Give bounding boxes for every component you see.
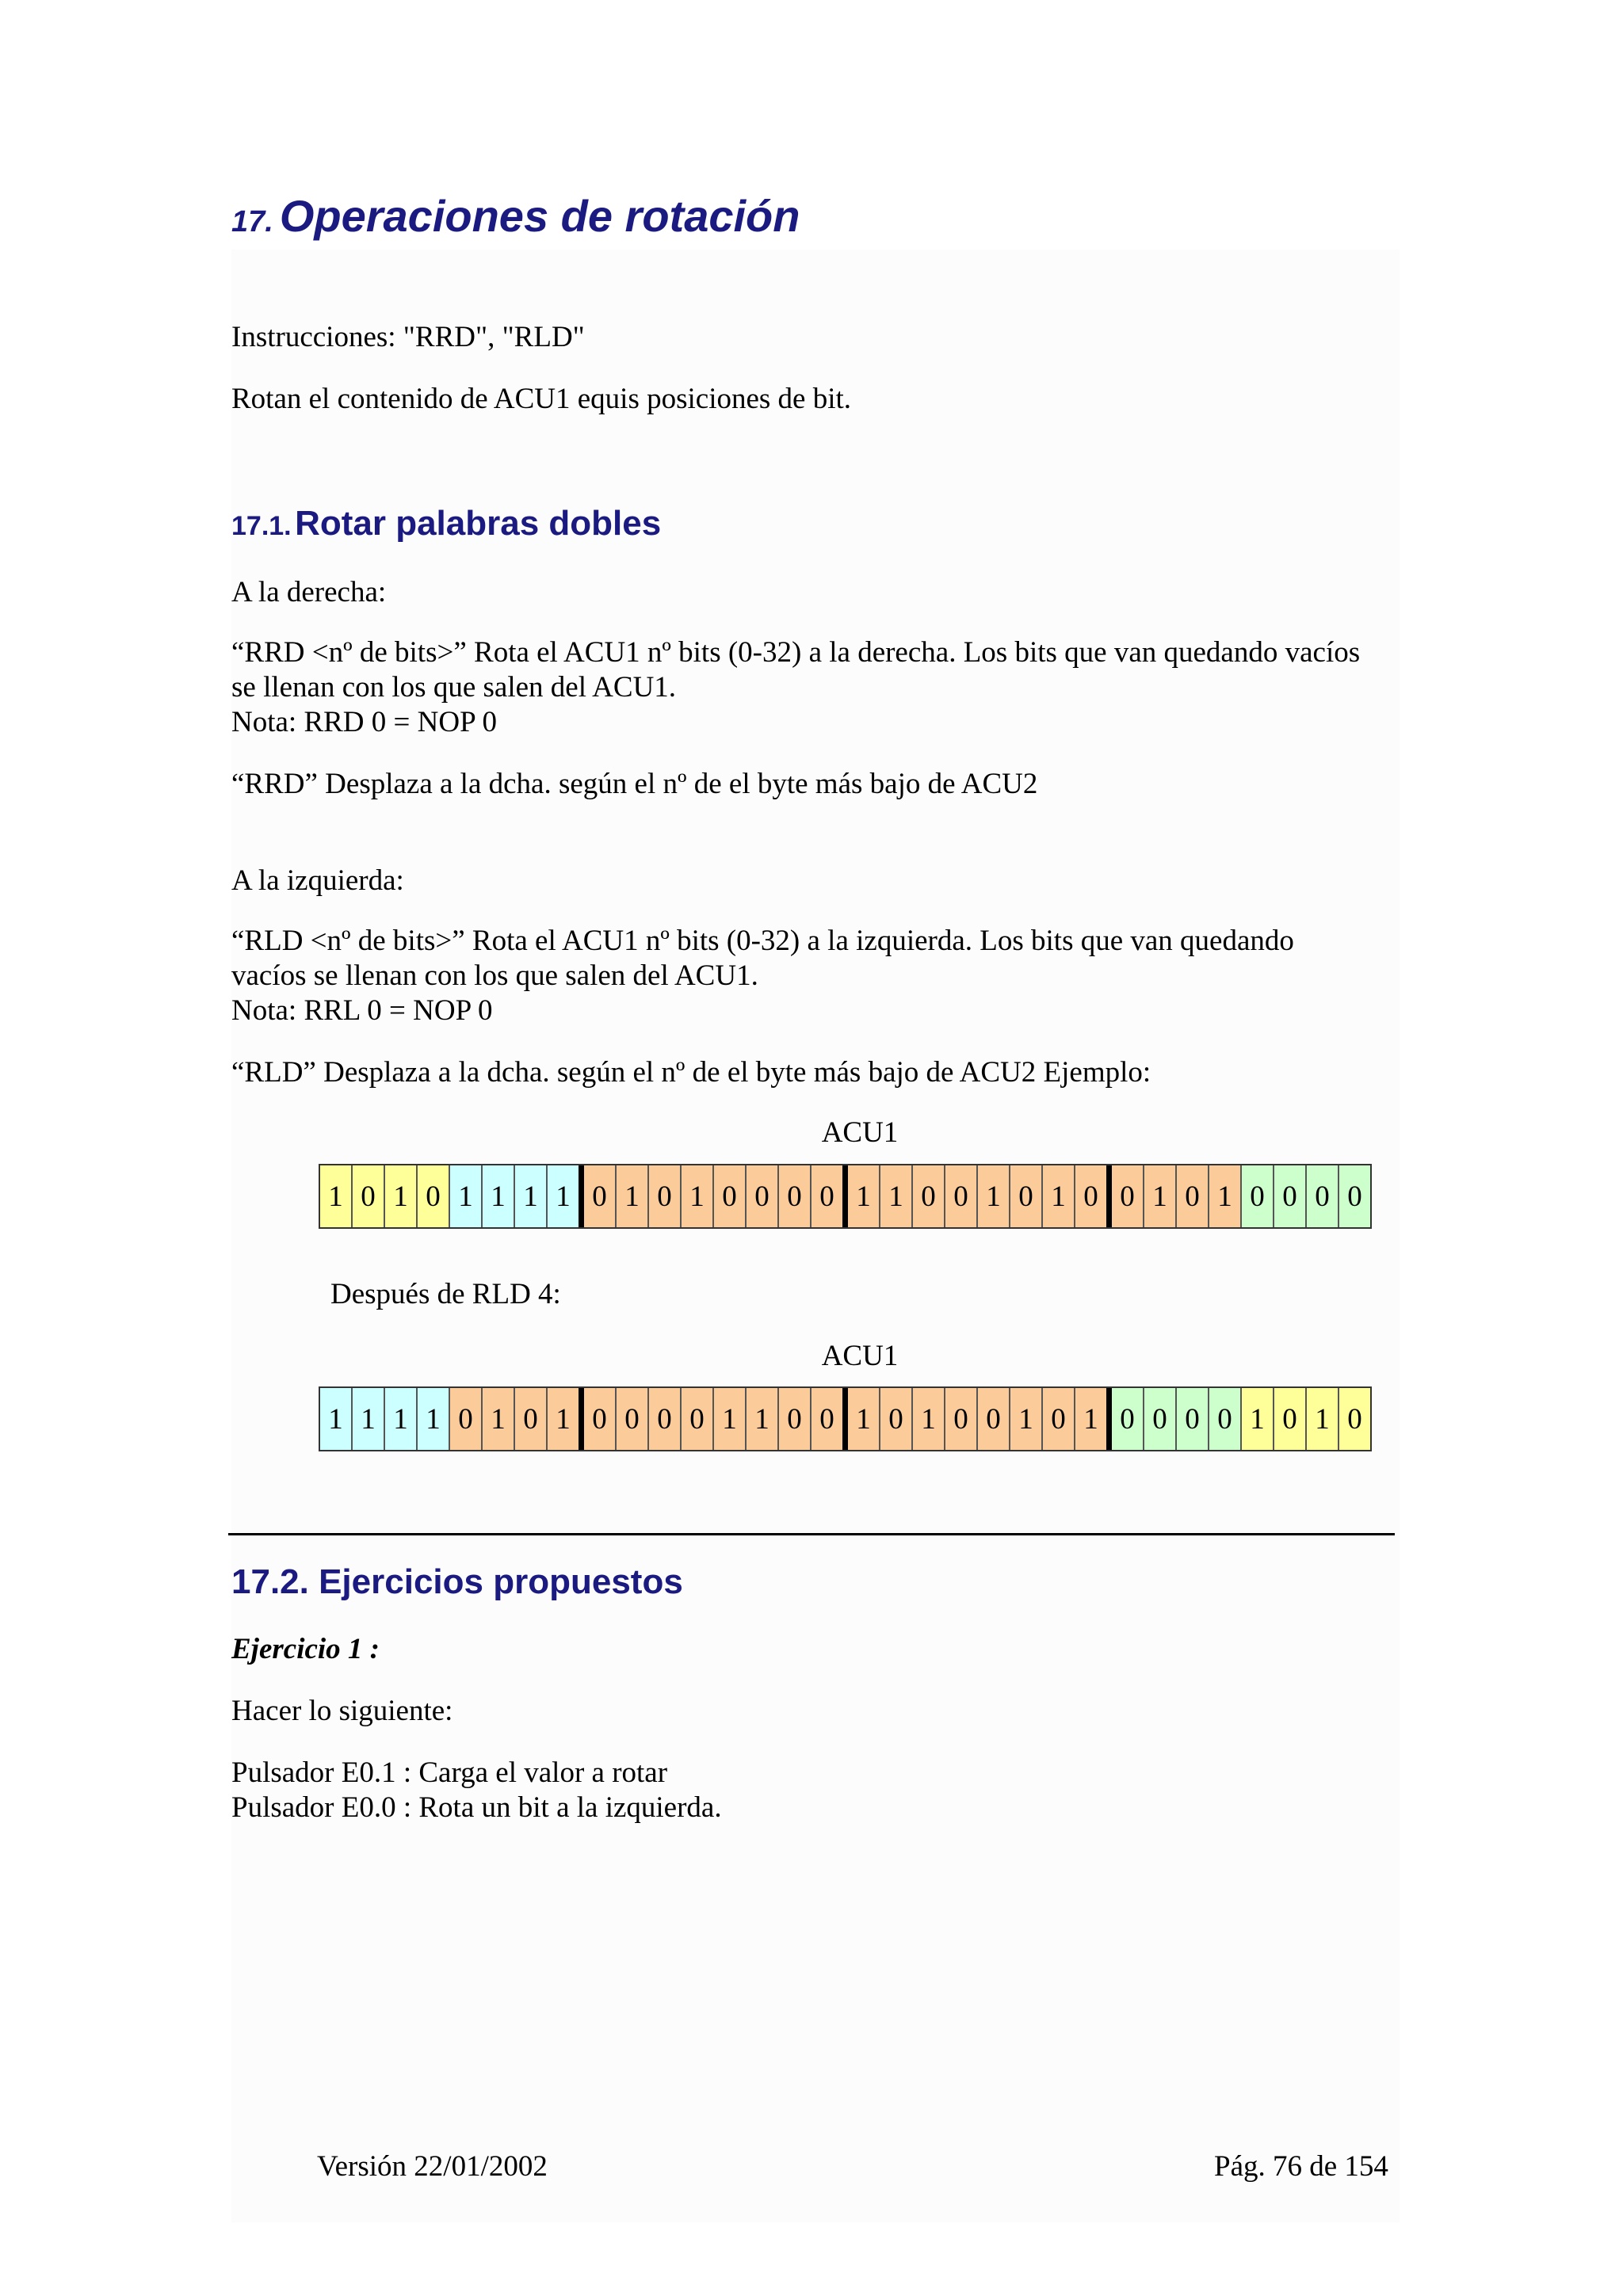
bit-cell: 1 bbox=[353, 1388, 385, 1450]
bit-cell: 0 bbox=[617, 1388, 649, 1450]
bit-cell: 0 bbox=[1043, 1388, 1075, 1450]
register-after-label: ACU1 bbox=[821, 1340, 899, 1372]
bit-cell: 1 bbox=[548, 1388, 584, 1450]
bit-cell: 0 bbox=[978, 1388, 1010, 1450]
bit-cell: 0 bbox=[945, 1388, 978, 1450]
section-heading-17-1 bbox=[231, 504, 661, 543]
bit-cell: 0 bbox=[1339, 1388, 1372, 1450]
bit-cell: 0 bbox=[747, 1165, 779, 1227]
rrd-description-line1: “RRD <nº de bits>” Rota el ACU1 nº bits (0-32) a la derecha. Los bits que van quedando vacíos bbox=[231, 636, 1361, 669]
bit-cell: 1 bbox=[913, 1388, 945, 1450]
footer-version: Versión 22/01/2002 bbox=[317, 2150, 548, 2183]
bit-cell: 0 bbox=[812, 1165, 848, 1227]
exercise-title: Ejercicio 1 : bbox=[231, 1633, 380, 1665]
bit-cell: 0 bbox=[812, 1388, 848, 1450]
bit-cell: 0 bbox=[682, 1388, 714, 1450]
bit-cell: 1 bbox=[483, 1165, 515, 1227]
section-2-title: 17.2. Ejercicios propuestos bbox=[231, 1562, 683, 1601]
bit-cell: 0 bbox=[649, 1165, 682, 1227]
rld-description-line1: “RLD <nº de bits>” Rota el ACU1 nº bits (0-32) a la izquierda. Los bits que van quedando bbox=[231, 925, 1294, 957]
bit-cell: 0 bbox=[880, 1388, 913, 1450]
bit-cell: 0 bbox=[1339, 1165, 1372, 1227]
bit-cell: 1 bbox=[320, 1388, 353, 1450]
chapter-title: Operaciones de rotación bbox=[279, 191, 800, 241]
exercise-item-2: Pulsador E0.0 : Rota un bit a la izquierda. bbox=[231, 1791, 722, 1824]
footer-page-number: Pág. 76 de 154 bbox=[1214, 2150, 1388, 2183]
section-divider bbox=[228, 1533, 1395, 1535]
right-rotation-label: A la derecha: bbox=[231, 576, 387, 608]
rrd-acu2-description: “RRD” Desplaza a la dcha. según el nº de el byte más bajo de ACU2 bbox=[231, 768, 1038, 800]
bit-cell: 1 bbox=[385, 1165, 418, 1227]
bit-cell: 1 bbox=[1307, 1388, 1339, 1450]
bit-cell: 1 bbox=[548, 1165, 584, 1227]
bit-cell: 1 bbox=[617, 1165, 649, 1227]
bit-cell: 1 bbox=[1144, 1165, 1177, 1227]
bit-cell: 1 bbox=[418, 1388, 450, 1450]
rld-note: Nota: RRL 0 = NOP 0 bbox=[231, 994, 493, 1027]
bit-cell: 1 bbox=[848, 1388, 880, 1450]
content-area bbox=[231, 250, 1400, 2222]
rrd-description-line2: se llenan con los que salen del ACU1. bbox=[231, 671, 677, 704]
bit-cell: 0 bbox=[1177, 1165, 1209, 1227]
bit-cell: 1 bbox=[385, 1388, 418, 1450]
bit-cell: 0 bbox=[1274, 1388, 1307, 1450]
bit-cell: 0 bbox=[1209, 1388, 1242, 1450]
bit-cell: 0 bbox=[1274, 1165, 1307, 1227]
chapter-number: 17. bbox=[231, 205, 273, 238]
bit-cell: 1 bbox=[747, 1388, 779, 1450]
bit-cell: 1 bbox=[682, 1165, 714, 1227]
bit-cell: 0 bbox=[1075, 1165, 1112, 1227]
bit-cell: 1 bbox=[714, 1388, 747, 1450]
bit-cell: 0 bbox=[1144, 1388, 1177, 1450]
bit-cell: 1 bbox=[1010, 1388, 1043, 1450]
bit-cell: 1 bbox=[515, 1165, 548, 1227]
bit-cell: 0 bbox=[353, 1165, 385, 1227]
register-after-bits bbox=[319, 1386, 1372, 1451]
bit-cell: 1 bbox=[978, 1165, 1010, 1227]
bit-cell: 1 bbox=[320, 1165, 353, 1227]
bit-cell: 1 bbox=[848, 1165, 880, 1227]
left-rotation-label: A la izquierda: bbox=[231, 864, 404, 897]
rld-description-line2: vacíos se llenan con los que salen del ACU1. bbox=[231, 959, 758, 992]
bit-cell: 1 bbox=[1242, 1388, 1274, 1450]
bit-cell: 0 bbox=[584, 1165, 617, 1227]
exercise-instruction: Hacer lo siguiente: bbox=[231, 1695, 453, 1727]
bit-cell: 0 bbox=[779, 1388, 812, 1450]
bit-cell: 0 bbox=[1307, 1165, 1339, 1227]
bit-cell: 1 bbox=[1209, 1165, 1242, 1227]
bit-cell: 0 bbox=[913, 1165, 945, 1227]
intro-description: Rotan el contenido de ACU1 equis posiciones de bit. bbox=[231, 383, 852, 415]
rld-acu2-description: “RLD” Desplaza a la dcha. según el nº de el byte más bajo de ACU2 Ejemplo: bbox=[231, 1056, 1151, 1089]
bit-cell: 0 bbox=[945, 1165, 978, 1227]
exercise-item-1: Pulsador E0.1 : Carga el valor a rotar bbox=[231, 1756, 668, 1789]
bit-cell: 0 bbox=[1112, 1388, 1144, 1450]
intro-instructions: Instrucciones: "RRD", "RLD" bbox=[231, 321, 585, 353]
rrd-note: Nota: RRD 0 = NOP 0 bbox=[231, 706, 498, 738]
bit-cell: 1 bbox=[880, 1165, 913, 1227]
after-rld-label: Después de RLD 4: bbox=[330, 1278, 561, 1310]
bit-cell: 0 bbox=[450, 1388, 483, 1450]
bit-cell: 0 bbox=[649, 1388, 682, 1450]
bit-cell: 0 bbox=[779, 1165, 812, 1227]
bit-cell: 1 bbox=[483, 1388, 515, 1450]
bit-cell: 0 bbox=[714, 1165, 747, 1227]
bit-cell: 0 bbox=[584, 1388, 617, 1450]
bit-cell: 0 bbox=[515, 1388, 548, 1450]
section-title: Rotar palabras dobles bbox=[295, 504, 662, 543]
chapter-heading bbox=[231, 190, 800, 242]
bit-cell: 0 bbox=[1177, 1388, 1209, 1450]
bit-cell: 0 bbox=[1112, 1165, 1144, 1227]
bit-cell: 1 bbox=[1075, 1388, 1112, 1450]
bit-cell: 0 bbox=[418, 1165, 450, 1227]
bit-cell: 1 bbox=[1043, 1165, 1075, 1227]
bit-cell: 0 bbox=[1242, 1165, 1274, 1227]
bit-cell: 0 bbox=[1010, 1165, 1043, 1227]
bit-cell: 1 bbox=[450, 1165, 483, 1227]
register-before-label: ACU1 bbox=[821, 1116, 899, 1149]
section-heading-17-2 bbox=[231, 1562, 683, 1602]
register-before-bits bbox=[319, 1164, 1372, 1229]
section-number: 17.1. bbox=[231, 511, 292, 541]
